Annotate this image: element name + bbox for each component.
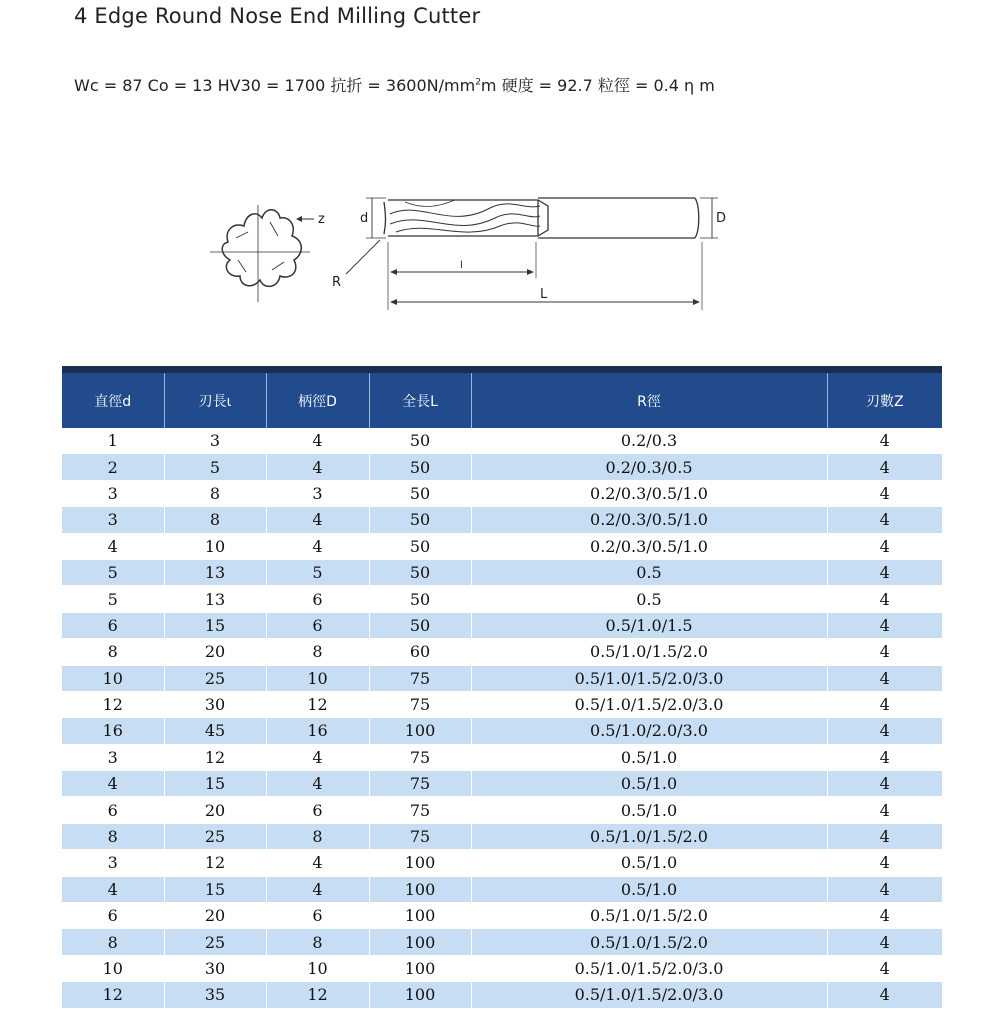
- cell-flute-length: 15: [164, 876, 266, 902]
- cell-flute-count: 4: [827, 454, 942, 480]
- cell-overall-length: 50: [369, 507, 471, 533]
- cell-overall-length: 50: [369, 586, 471, 612]
- cell-overall-length: 100: [369, 929, 471, 955]
- cell-flute-count: 4: [827, 639, 942, 665]
- table-row: [62, 480, 942, 506]
- cell-overall-length: 100: [369, 955, 471, 981]
- cell-overall-length: 50: [369, 428, 471, 454]
- header-diameter: 直徑d: [62, 370, 164, 429]
- cell-corner-radius: 0.5/1.0/1.5/2.0/3.0: [471, 665, 827, 691]
- table-row: [62, 771, 942, 797]
- cell-overall-length: 100: [369, 903, 471, 929]
- cell-overall-length: 100: [369, 718, 471, 744]
- table-row: [62, 797, 942, 823]
- cell-diameter: 5: [62, 586, 164, 612]
- cell-flute-count: 4: [827, 929, 942, 955]
- cell-diameter: 6: [62, 903, 164, 929]
- R-leader: [346, 240, 380, 274]
- cell-overall-length: 50: [369, 612, 471, 638]
- cell-shank-diameter: 6: [266, 797, 369, 823]
- cell-corner-radius: 0.5/1.0: [471, 876, 827, 902]
- cell-diameter: 3: [62, 507, 164, 533]
- cell-shank-diameter: 6: [266, 586, 369, 612]
- cell-diameter: 12: [62, 691, 164, 717]
- table-row: [62, 454, 942, 480]
- cell-shank-diameter: 8: [266, 823, 369, 849]
- cell-overall-length: 75: [369, 797, 471, 823]
- cell-flute-length: 35: [164, 982, 266, 1008]
- cell-flute-count: 4: [827, 797, 942, 823]
- specs-text-tail: m 硬度 = 92.7 粒徑 = 0.4 η m: [480, 76, 715, 95]
- cell-flute-count: 4: [827, 876, 942, 902]
- cell-corner-radius: 0.5/1.0: [471, 797, 827, 823]
- table-row: [62, 533, 942, 559]
- cell-shank-diameter: 4: [266, 507, 369, 533]
- label-d: d: [360, 211, 369, 226]
- cell-flute-count: 4: [827, 903, 942, 929]
- side-view-icon: [384, 198, 699, 238]
- cell-corner-radius: 0.5: [471, 559, 827, 585]
- header-flute-length: 刃長ι: [164, 370, 266, 429]
- table-row: [62, 691, 942, 717]
- cell-flute-count: 4: [827, 480, 942, 506]
- specs-superscript: 2: [475, 77, 481, 88]
- cell-flute-count: 4: [827, 718, 942, 744]
- cell-corner-radius: 0.5/1.0: [471, 771, 827, 797]
- cell-shank-diameter: 6: [266, 612, 369, 638]
- cell-flute-length: 13: [164, 559, 266, 585]
- cell-overall-length: 75: [369, 823, 471, 849]
- cell-corner-radius: 0.2/0.3/0.5/1.0: [471, 480, 827, 506]
- cell-corner-radius: 0.5/1.0/1.5/2.0/3.0: [471, 691, 827, 717]
- table-row: [62, 639, 942, 665]
- cell-diameter: 1: [62, 428, 164, 454]
- cutter-diagram: [200, 180, 740, 320]
- cell-diameter: 5: [62, 559, 164, 585]
- cell-flute-length: 20: [164, 639, 266, 665]
- cell-flute-count: 4: [827, 586, 942, 612]
- table-row: [62, 929, 942, 955]
- table-row: [62, 586, 942, 612]
- cell-overall-length: 100: [369, 982, 471, 1008]
- table-row: [62, 718, 942, 744]
- cell-flute-length: 30: [164, 955, 266, 981]
- cell-corner-radius: 0.5/1.0/2.0/3.0: [471, 718, 827, 744]
- cell-diameter: 3: [62, 744, 164, 770]
- cell-overall-length: 50: [369, 454, 471, 480]
- cell-diameter: 4: [62, 533, 164, 559]
- cell-flute-count: 4: [827, 823, 942, 849]
- spec-table: [62, 366, 942, 1009]
- cell-flute-length: 3: [164, 428, 266, 454]
- table-row: [62, 559, 942, 585]
- cell-corner-radius: 0.5/1.0/1.5/2.0: [471, 823, 827, 849]
- cell-flute-count: 4: [827, 665, 942, 691]
- cell-shank-diameter: 10: [266, 665, 369, 691]
- cell-overall-length: 60: [369, 639, 471, 665]
- cell-diameter: 2: [62, 454, 164, 480]
- table-row: [62, 876, 942, 902]
- cell-shank-diameter: 4: [266, 428, 369, 454]
- cell-shank-diameter: 4: [266, 454, 369, 480]
- label-L: L: [540, 287, 548, 302]
- cell-overall-length: 75: [369, 771, 471, 797]
- table-row: [62, 744, 942, 770]
- cell-flute-length: 13: [164, 586, 266, 612]
- cell-flute-count: 4: [827, 744, 942, 770]
- cell-diameter: 10: [62, 955, 164, 981]
- cell-flute-length: 25: [164, 929, 266, 955]
- cell-shank-diameter: 12: [266, 691, 369, 717]
- cell-diameter: 6: [62, 797, 164, 823]
- cell-corner-radius: 0.5/1.0/1.5/2.0: [471, 903, 827, 929]
- cell-flute-count: 4: [827, 982, 942, 1008]
- cell-flute-length: 12: [164, 744, 266, 770]
- table-row: [62, 665, 942, 691]
- table-row: [62, 507, 942, 533]
- header-overall-length: 全長L: [369, 370, 471, 429]
- cell-flute-length: 45: [164, 718, 266, 744]
- table-row: [62, 823, 942, 849]
- cell-shank-diameter: 4: [266, 744, 369, 770]
- cell-shank-diameter: 12: [266, 982, 369, 1008]
- cell-flute-length: 25: [164, 823, 266, 849]
- cell-overall-length: 50: [369, 559, 471, 585]
- cell-corner-radius: 0.5: [471, 586, 827, 612]
- cell-shank-diameter: 8: [266, 639, 369, 665]
- cell-shank-diameter: 8: [266, 929, 369, 955]
- cell-flute-count: 4: [827, 559, 942, 585]
- label-z: z: [318, 212, 325, 227]
- cell-shank-diameter: 10: [266, 955, 369, 981]
- cell-shank-diameter: 5: [266, 559, 369, 585]
- cell-flute-length: 5: [164, 454, 266, 480]
- cell-shank-diameter: 4: [266, 533, 369, 559]
- cell-overall-length: 50: [369, 480, 471, 506]
- z-arrow-head: [296, 216, 302, 222]
- cell-overall-length: 100: [369, 850, 471, 876]
- cell-corner-radius: 0.2/0.3/0.5/1.0: [471, 507, 827, 533]
- cell-diameter: 8: [62, 823, 164, 849]
- cell-diameter: 8: [62, 929, 164, 955]
- label-l: l: [460, 260, 463, 271]
- cell-diameter: 4: [62, 771, 164, 797]
- table-row: [62, 612, 942, 638]
- cell-diameter: 8: [62, 639, 164, 665]
- cell-corner-radius: 0.5/1.0/1.5/2.0/3.0: [471, 982, 827, 1008]
- cell-flute-count: 4: [827, 850, 942, 876]
- table-row: [62, 428, 942, 454]
- cell-corner-radius: 0.5/1.0/1.5/2.0: [471, 929, 827, 955]
- cell-diameter: 3: [62, 850, 164, 876]
- cell-corner-radius: 0.5/1.0: [471, 744, 827, 770]
- table-row: [62, 850, 942, 876]
- label-R: R: [332, 275, 342, 290]
- cell-flute-count: 4: [827, 955, 942, 981]
- cell-corner-radius: 0.5/1.0/1.5/2.0/3.0: [471, 955, 827, 981]
- cell-corner-radius: 0.5/1.0/1.5: [471, 612, 827, 638]
- cell-diameter: 4: [62, 876, 164, 902]
- cell-diameter: 12: [62, 982, 164, 1008]
- cell-corner-radius: 0.5/1.0/1.5/2.0: [471, 639, 827, 665]
- table-body: [62, 428, 942, 1008]
- cell-flute-length: 30: [164, 691, 266, 717]
- cell-diameter: 16: [62, 718, 164, 744]
- cell-flute-length: 20: [164, 797, 266, 823]
- cell-flute-count: 4: [827, 771, 942, 797]
- material-specs: [74, 73, 715, 96]
- cell-flute-length: 15: [164, 612, 266, 638]
- cell-shank-diameter: 4: [266, 876, 369, 902]
- end-view-icon: [210, 205, 310, 302]
- table-row: [62, 903, 942, 929]
- cell-shank-diameter: 6: [266, 903, 369, 929]
- cell-corner-radius: 0.2/0.3: [471, 428, 827, 454]
- cell-overall-length: 75: [369, 744, 471, 770]
- cell-shank-diameter: 3: [266, 480, 369, 506]
- cell-shank-diameter: 4: [266, 850, 369, 876]
- cell-corner-radius: 0.2/0.3/0.5: [471, 454, 827, 480]
- cell-shank-diameter: 16: [266, 718, 369, 744]
- specs-text: Wc = 87 Co = 13 HV30 = 1700 抗折 = 3600N/mm: [74, 76, 476, 95]
- header-flute-count: 刃數Z: [827, 370, 942, 429]
- header-shank-diameter: 柄徑D: [266, 370, 369, 429]
- cell-flute-count: 4: [827, 428, 942, 454]
- table-row: [62, 982, 942, 1008]
- cell-corner-radius: 0.5/1.0: [471, 850, 827, 876]
- cell-diameter: 3: [62, 480, 164, 506]
- table-row: [62, 955, 942, 981]
- label-D: D: [716, 211, 727, 226]
- cell-flute-length: 25: [164, 665, 266, 691]
- cell-flute-length: 12: [164, 850, 266, 876]
- cell-flute-count: 4: [827, 691, 942, 717]
- header-corner-radius: R徑: [471, 370, 827, 429]
- cell-overall-length: 100: [369, 876, 471, 902]
- cell-overall-length: 50: [369, 533, 471, 559]
- cell-diameter: 10: [62, 665, 164, 691]
- cell-flute-length: 8: [164, 507, 266, 533]
- cell-diameter: 6: [62, 612, 164, 638]
- cell-flute-length: 20: [164, 903, 266, 929]
- page-title: 4 Edge Round Nose End Milling Cutter: [74, 4, 481, 28]
- cell-flute-length: 10: [164, 533, 266, 559]
- cell-flute-count: 4: [827, 612, 942, 638]
- cell-flute-count: 4: [827, 507, 942, 533]
- cell-overall-length: 75: [369, 665, 471, 691]
- cell-flute-count: 4: [827, 533, 942, 559]
- cell-shank-diameter: 4: [266, 771, 369, 797]
- cell-flute-length: 15: [164, 771, 266, 797]
- cell-flute-length: 8: [164, 480, 266, 506]
- cell-corner-radius: 0.2/0.3/0.5/1.0: [471, 533, 827, 559]
- cell-overall-length: 75: [369, 691, 471, 717]
- table-header-row: [62, 370, 942, 429]
